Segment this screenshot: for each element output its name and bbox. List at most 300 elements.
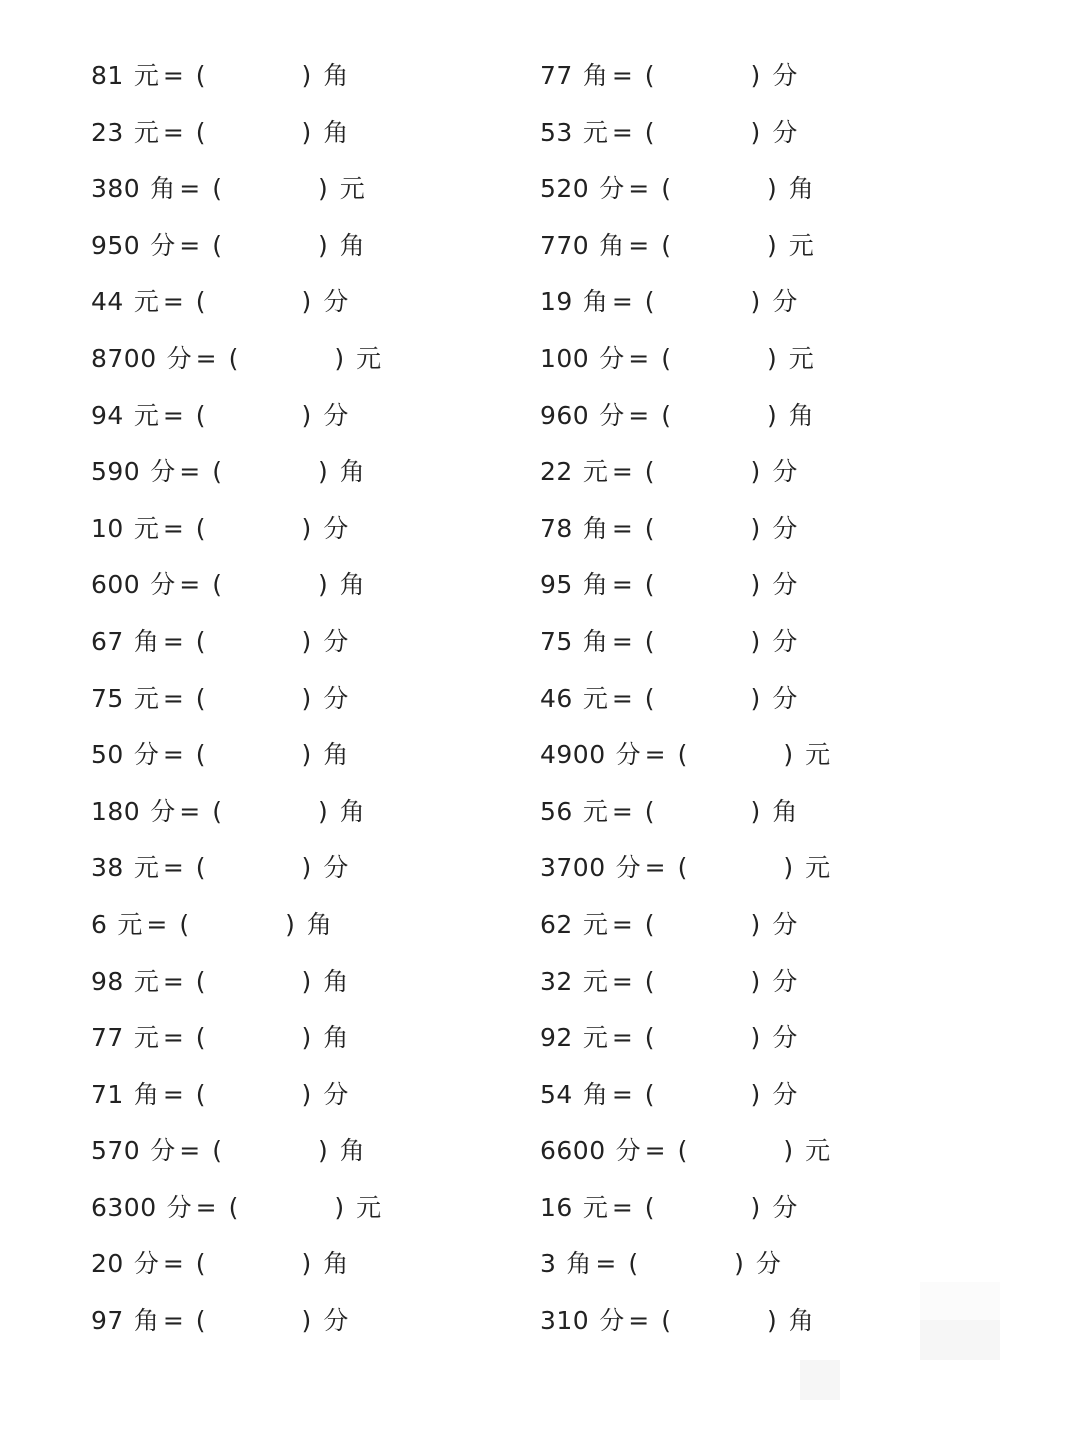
conversion-problem — [91, 48, 561, 105]
answer-blank[interactable] — [655, 1080, 751, 1110]
left-paren: ( — [179, 909, 190, 939]
left-paren: ( — [212, 796, 222, 826]
conversion-problem — [91, 557, 561, 614]
right-paren: ) — [301, 683, 312, 713]
left-paren: ( — [212, 230, 222, 260]
conversion-problem — [91, 1123, 561, 1180]
faint-scan-mark — [920, 1320, 1000, 1360]
left-paren: ( — [195, 1079, 206, 1109]
left-paren: ( — [228, 1192, 239, 1222]
answer-blank[interactable] — [206, 118, 302, 148]
target-unit: 角 — [788, 1306, 814, 1336]
target-unit: 元 — [788, 343, 814, 373]
equals-sign: = — [644, 740, 666, 770]
source-unit: 元 — [133, 61, 159, 90]
conversion-problem — [91, 1067, 561, 1124]
source-unit: 分 — [150, 230, 176, 260]
answer-blank[interactable] — [238, 1193, 334, 1223]
answer-blank[interactable] — [638, 1250, 734, 1280]
equals-sign: = — [611, 61, 633, 90]
source-unit: 角 — [599, 230, 625, 260]
answer-blank[interactable] — [206, 401, 302, 431]
problem-value: 570 — [91, 1136, 141, 1166]
equals-sign: = — [195, 1192, 217, 1222]
answer-blank[interactable] — [687, 740, 783, 770]
answer-blank[interactable] — [655, 910, 751, 940]
equals-sign: = — [611, 683, 633, 713]
target-unit: 元 — [356, 1192, 382, 1222]
source-unit: 角 — [133, 1306, 159, 1336]
right-paren: ) — [750, 909, 761, 939]
conversion-problem — [540, 557, 1010, 614]
conversion-problem — [540, 388, 1010, 445]
conversion-problem — [91, 1236, 561, 1293]
left-paren: ( — [644, 513, 655, 543]
answer-blank[interactable] — [655, 797, 751, 827]
source-unit: 元 — [133, 683, 159, 713]
right-paren: ) — [301, 1079, 312, 1109]
target-unit: 角 — [788, 400, 814, 430]
answer-blank[interactable] — [206, 1023, 302, 1053]
target-unit: 分 — [772, 1023, 798, 1053]
source-unit: 元 — [117, 909, 143, 939]
target-unit: 分 — [772, 626, 798, 656]
equals-sign: = — [611, 1192, 633, 1222]
right-paren: ) — [334, 1192, 345, 1222]
conversion-problem — [91, 954, 561, 1011]
problem-value: 520 — [540, 174, 590, 204]
left-paren: ( — [195, 683, 206, 713]
source-unit: 分 — [615, 1136, 641, 1166]
source-unit: 分 — [166, 1192, 192, 1222]
problem-value: 100 — [540, 343, 590, 373]
answer-blank[interactable] — [206, 967, 302, 997]
faint-scan-mark — [920, 1282, 1000, 1320]
problem-value: 77 — [540, 61, 573, 90]
answer-blank[interactable] — [206, 514, 302, 544]
equals-sign: = — [611, 966, 633, 996]
right-paren: ) — [301, 1023, 312, 1053]
problem-value: 960 — [540, 400, 590, 430]
equals-sign: = — [628, 400, 650, 430]
left-paren: ( — [212, 174, 222, 204]
conversion-problem — [540, 784, 1010, 841]
problem-value: 95 — [540, 570, 573, 600]
problem-value: 590 — [91, 457, 141, 487]
equals-sign: = — [628, 343, 650, 373]
left-paren: ( — [195, 1306, 206, 1336]
problem-value: 97 — [91, 1306, 124, 1336]
conversion-problem — [91, 388, 561, 445]
answer-blank[interactable] — [655, 627, 751, 657]
conversion-problem — [91, 614, 561, 671]
problem-value: 770 — [540, 230, 590, 260]
equals-sign: = — [179, 174, 201, 204]
equals-sign: = — [644, 853, 666, 883]
problem-value: 53 — [540, 117, 573, 147]
source-unit: 分 — [150, 570, 176, 600]
answer-blank[interactable] — [206, 627, 302, 657]
left-paren: ( — [195, 61, 206, 90]
right-paren: ) — [783, 740, 794, 770]
target-unit: 角 — [339, 796, 365, 826]
right-paren: ) — [750, 457, 761, 487]
equals-sign: = — [611, 909, 633, 939]
problem-value: 310 — [540, 1306, 590, 1336]
answer-blank[interactable] — [206, 1250, 302, 1280]
equals-sign: = — [611, 1023, 633, 1053]
right-paren: ) — [317, 457, 328, 487]
left-paren: ( — [195, 117, 206, 147]
left-paren: ( — [644, 1192, 655, 1222]
target-unit: 元 — [356, 343, 382, 373]
answer-blank[interactable] — [671, 174, 767, 204]
source-unit: 角 — [133, 626, 159, 656]
conversion-problem — [91, 331, 561, 388]
right-paren: ) — [750, 61, 761, 90]
right-paren: ) — [301, 1249, 312, 1279]
conversion-problem — [91, 784, 561, 841]
source-unit: 元 — [582, 796, 608, 826]
conversion-problem — [540, 897, 1010, 954]
source-unit: 分 — [615, 853, 641, 883]
answer-blank[interactable] — [655, 61, 751, 91]
answer-blank[interactable] — [222, 457, 318, 487]
source-unit: 角 — [582, 570, 608, 600]
source-unit: 分 — [166, 343, 192, 373]
source-unit: 分 — [599, 1306, 625, 1336]
equals-sign: = — [611, 513, 633, 543]
target-unit: 分 — [772, 683, 798, 713]
target-unit: 角 — [323, 1023, 349, 1053]
equals-sign: = — [162, 287, 184, 317]
target-unit: 分 — [772, 287, 798, 317]
target-unit: 分 — [772, 457, 798, 487]
equals-sign: = — [611, 457, 633, 487]
target-unit: 角 — [339, 1136, 365, 1166]
left-paren: ( — [661, 230, 671, 260]
target-unit: 分 — [772, 1079, 798, 1109]
source-unit: 元 — [582, 457, 608, 487]
equals-sign: = — [162, 740, 184, 770]
equals-sign: = — [162, 1079, 184, 1109]
right-paren: ) — [750, 1023, 761, 1053]
right-paren: ) — [750, 287, 761, 317]
target-unit: 角 — [339, 230, 365, 260]
left-paren: ( — [644, 796, 655, 826]
answer-blank[interactable] — [189, 910, 285, 940]
answer-blank[interactable] — [206, 740, 302, 770]
target-unit: 分 — [323, 400, 349, 430]
left-paren: ( — [195, 287, 206, 317]
equals-sign: = — [162, 1023, 184, 1053]
right-paren: ) — [301, 966, 312, 996]
left-paren: ( — [644, 966, 655, 996]
equals-sign: = — [179, 570, 201, 600]
source-unit: 分 — [599, 343, 625, 373]
source-unit: 元 — [133, 400, 159, 430]
left-paren: ( — [661, 343, 671, 373]
left-paren: ( — [677, 1136, 688, 1166]
answer-blank[interactable] — [687, 1137, 783, 1167]
target-unit: 角 — [323, 740, 349, 770]
problem-value: 62 — [540, 909, 573, 939]
problem-value: 19 — [540, 287, 573, 317]
target-unit: 元 — [805, 740, 831, 770]
conversion-problem — [91, 274, 561, 331]
answer-blank[interactable] — [655, 1193, 751, 1223]
left-paren: ( — [644, 909, 655, 939]
equals-sign: = — [628, 174, 650, 204]
problem-value: 3700 — [540, 853, 606, 883]
conversion-problem — [91, 501, 561, 558]
conversion-problem — [540, 614, 1010, 671]
target-unit: 角 — [772, 796, 798, 826]
problem-value: 6 — [91, 909, 108, 939]
problem-value: 3 — [540, 1249, 557, 1279]
source-unit: 分 — [615, 740, 641, 770]
target-unit: 元 — [339, 174, 365, 204]
equals-sign: = — [611, 570, 633, 600]
target-unit: 分 — [323, 1079, 349, 1109]
target-unit: 元 — [788, 230, 814, 260]
problem-value: 4900 — [540, 740, 606, 770]
answer-blank[interactable] — [655, 571, 751, 601]
conversion-problem — [540, 1123, 1010, 1180]
target-unit: 分 — [323, 1306, 349, 1336]
left-paren: ( — [644, 61, 655, 90]
target-unit: 分 — [772, 117, 798, 147]
answer-blank[interactable] — [238, 344, 334, 374]
left-paren: ( — [677, 853, 688, 883]
equals-sign: = — [628, 230, 650, 260]
target-unit: 分 — [772, 570, 798, 600]
problem-value: 77 — [91, 1023, 124, 1053]
target-unit: 角 — [339, 457, 365, 487]
equals-sign: = — [162, 117, 184, 147]
source-unit: 元 — [582, 117, 608, 147]
problem-value: 16 — [540, 1192, 573, 1222]
source-unit: 分 — [150, 457, 176, 487]
left-paren: ( — [644, 1023, 655, 1053]
source-unit: 元 — [582, 1192, 608, 1222]
problem-value: 81 — [91, 61, 124, 90]
right-paren: ) — [750, 966, 761, 996]
answer-blank[interactable] — [222, 797, 318, 827]
target-unit: 角 — [323, 1249, 349, 1279]
left-paren: ( — [661, 400, 671, 430]
answer-blank[interactable] — [206, 61, 302, 91]
equals-sign: = — [162, 683, 184, 713]
answer-blank[interactable] — [671, 401, 767, 431]
right-paren: ) — [766, 343, 777, 373]
right-paren: ) — [783, 1136, 794, 1166]
answer-blank[interactable] — [206, 288, 302, 318]
equals-sign: = — [162, 853, 184, 883]
answer-blank[interactable] — [222, 174, 318, 204]
problem-value: 50 — [91, 740, 124, 770]
source-unit: 角 — [582, 513, 608, 543]
conversion-problem — [91, 444, 561, 501]
left-paren: ( — [212, 570, 222, 600]
answer-blank[interactable] — [222, 571, 318, 601]
target-unit: 角 — [306, 909, 332, 939]
equals-sign: = — [611, 287, 633, 317]
answer-blank[interactable] — [655, 457, 751, 487]
source-unit: 角 — [582, 1079, 608, 1109]
left-paren: ( — [644, 570, 655, 600]
conversion-problem — [540, 727, 1010, 784]
answer-blank[interactable] — [687, 854, 783, 884]
source-unit: 角 — [150, 174, 176, 204]
problem-value: 44 — [91, 287, 124, 317]
source-unit: 角 — [582, 61, 608, 90]
target-unit: 分 — [755, 1249, 781, 1279]
left-paren: ( — [195, 740, 206, 770]
target-unit: 分 — [323, 626, 349, 656]
target-unit: 元 — [805, 853, 831, 883]
equals-sign: = — [162, 626, 184, 656]
equals-sign: = — [611, 117, 633, 147]
equals-sign: = — [595, 1249, 617, 1279]
conversion-problem — [540, 1010, 1010, 1067]
answer-blank[interactable] — [671, 231, 767, 261]
answer-blank[interactable] — [655, 514, 751, 544]
problem-value: 46 — [540, 683, 573, 713]
answer-blank[interactable] — [671, 1306, 767, 1336]
answer-blank[interactable] — [222, 1137, 318, 1167]
equals-sign: = — [195, 343, 217, 373]
answer-blank[interactable] — [655, 967, 751, 997]
conversion-problem — [540, 161, 1010, 218]
equals-sign: = — [611, 626, 633, 656]
target-unit: 角 — [323, 966, 349, 996]
left-paren: ( — [661, 174, 671, 204]
left-paren: ( — [644, 287, 655, 317]
target-unit: 角 — [339, 570, 365, 600]
right-paren: ) — [750, 1079, 761, 1109]
answer-blank[interactable] — [206, 684, 302, 714]
conversion-problem — [540, 274, 1010, 331]
right-paren: ) — [750, 626, 761, 656]
right-paren: ) — [317, 230, 328, 260]
source-unit: 角 — [566, 1249, 592, 1279]
equals-sign: = — [179, 1136, 201, 1166]
conversion-problem — [91, 1010, 561, 1067]
problem-value: 10 — [91, 513, 124, 543]
problem-value: 94 — [91, 400, 124, 430]
left-paren: ( — [644, 626, 655, 656]
right-paren: ) — [734, 1249, 744, 1279]
equals-sign: = — [162, 400, 184, 430]
answer-blank[interactable] — [655, 684, 751, 714]
right-paren: ) — [301, 117, 312, 147]
source-unit: 分 — [133, 740, 159, 770]
right-paren: ) — [301, 853, 312, 883]
conversion-problem — [540, 1067, 1010, 1124]
equals-sign: = — [179, 230, 201, 260]
right-problem-column — [540, 48, 1010, 1350]
answer-blank[interactable] — [655, 288, 751, 318]
conversion-problem — [540, 105, 1010, 162]
left-paren: ( — [644, 117, 655, 147]
left-paren: ( — [195, 1249, 206, 1279]
answer-blank[interactable] — [671, 344, 767, 374]
target-unit: 分 — [323, 683, 349, 713]
source-unit: 角 — [582, 626, 608, 656]
source-unit: 分 — [150, 1136, 176, 1166]
conversion-problem — [540, 840, 1010, 897]
problem-value: 600 — [91, 570, 141, 600]
left-paren: ( — [628, 1249, 639, 1279]
problem-value: 22 — [540, 457, 573, 487]
source-unit: 分 — [150, 796, 176, 826]
conversion-problem — [540, 954, 1010, 1011]
problem-value: 32 — [540, 966, 573, 996]
right-paren: ) — [317, 796, 328, 826]
left-paren: ( — [195, 400, 206, 430]
equals-sign: = — [162, 513, 184, 543]
right-paren: ) — [301, 287, 312, 317]
conversion-problem — [91, 218, 561, 275]
left-paren: ( — [212, 457, 222, 487]
target-unit: 元 — [805, 1136, 831, 1166]
right-paren: ) — [750, 683, 761, 713]
source-unit: 元 — [582, 683, 608, 713]
problem-value: 54 — [540, 1079, 573, 1109]
right-paren: ) — [766, 1306, 777, 1336]
left-paren: ( — [195, 513, 206, 543]
problem-value: 75 — [540, 626, 573, 656]
left-paren: ( — [644, 1079, 655, 1109]
conversion-problem — [91, 671, 561, 728]
answer-blank[interactable] — [206, 1306, 302, 1336]
right-paren: ) — [750, 1192, 761, 1222]
source-unit: 分 — [599, 174, 625, 204]
answer-blank[interactable] — [655, 1023, 751, 1053]
conversion-problem — [540, 48, 1010, 105]
equals-sign: = — [611, 1079, 633, 1109]
right-paren: ) — [750, 117, 761, 147]
left-paren: ( — [661, 1306, 671, 1336]
left-paren: ( — [195, 1023, 206, 1053]
problem-value: 380 — [91, 174, 141, 204]
equals-sign: = — [628, 1306, 650, 1336]
right-paren: ) — [317, 1136, 328, 1166]
left-paren: ( — [644, 683, 655, 713]
answer-blank[interactable] — [222, 231, 318, 261]
target-unit: 分 — [323, 853, 349, 883]
source-unit: 元 — [582, 1023, 608, 1053]
problem-value: 38 — [91, 853, 124, 883]
conversion-problem — [540, 331, 1010, 388]
right-paren: ) — [301, 740, 312, 770]
target-unit: 角 — [323, 117, 349, 147]
equals-sign: = — [146, 909, 168, 939]
conversion-problem — [91, 727, 561, 784]
answer-blank[interactable] — [206, 854, 302, 884]
answer-blank[interactable] — [655, 118, 751, 148]
conversion-problem — [540, 501, 1010, 558]
source-unit: 分 — [599, 400, 625, 430]
right-paren: ) — [301, 400, 312, 430]
problem-value: 950 — [91, 230, 141, 260]
source-unit: 元 — [133, 1023, 159, 1053]
left-paren: ( — [195, 966, 206, 996]
problem-value: 23 — [91, 117, 124, 147]
conversion-problem — [91, 897, 561, 954]
answer-blank[interactable] — [206, 1080, 302, 1110]
